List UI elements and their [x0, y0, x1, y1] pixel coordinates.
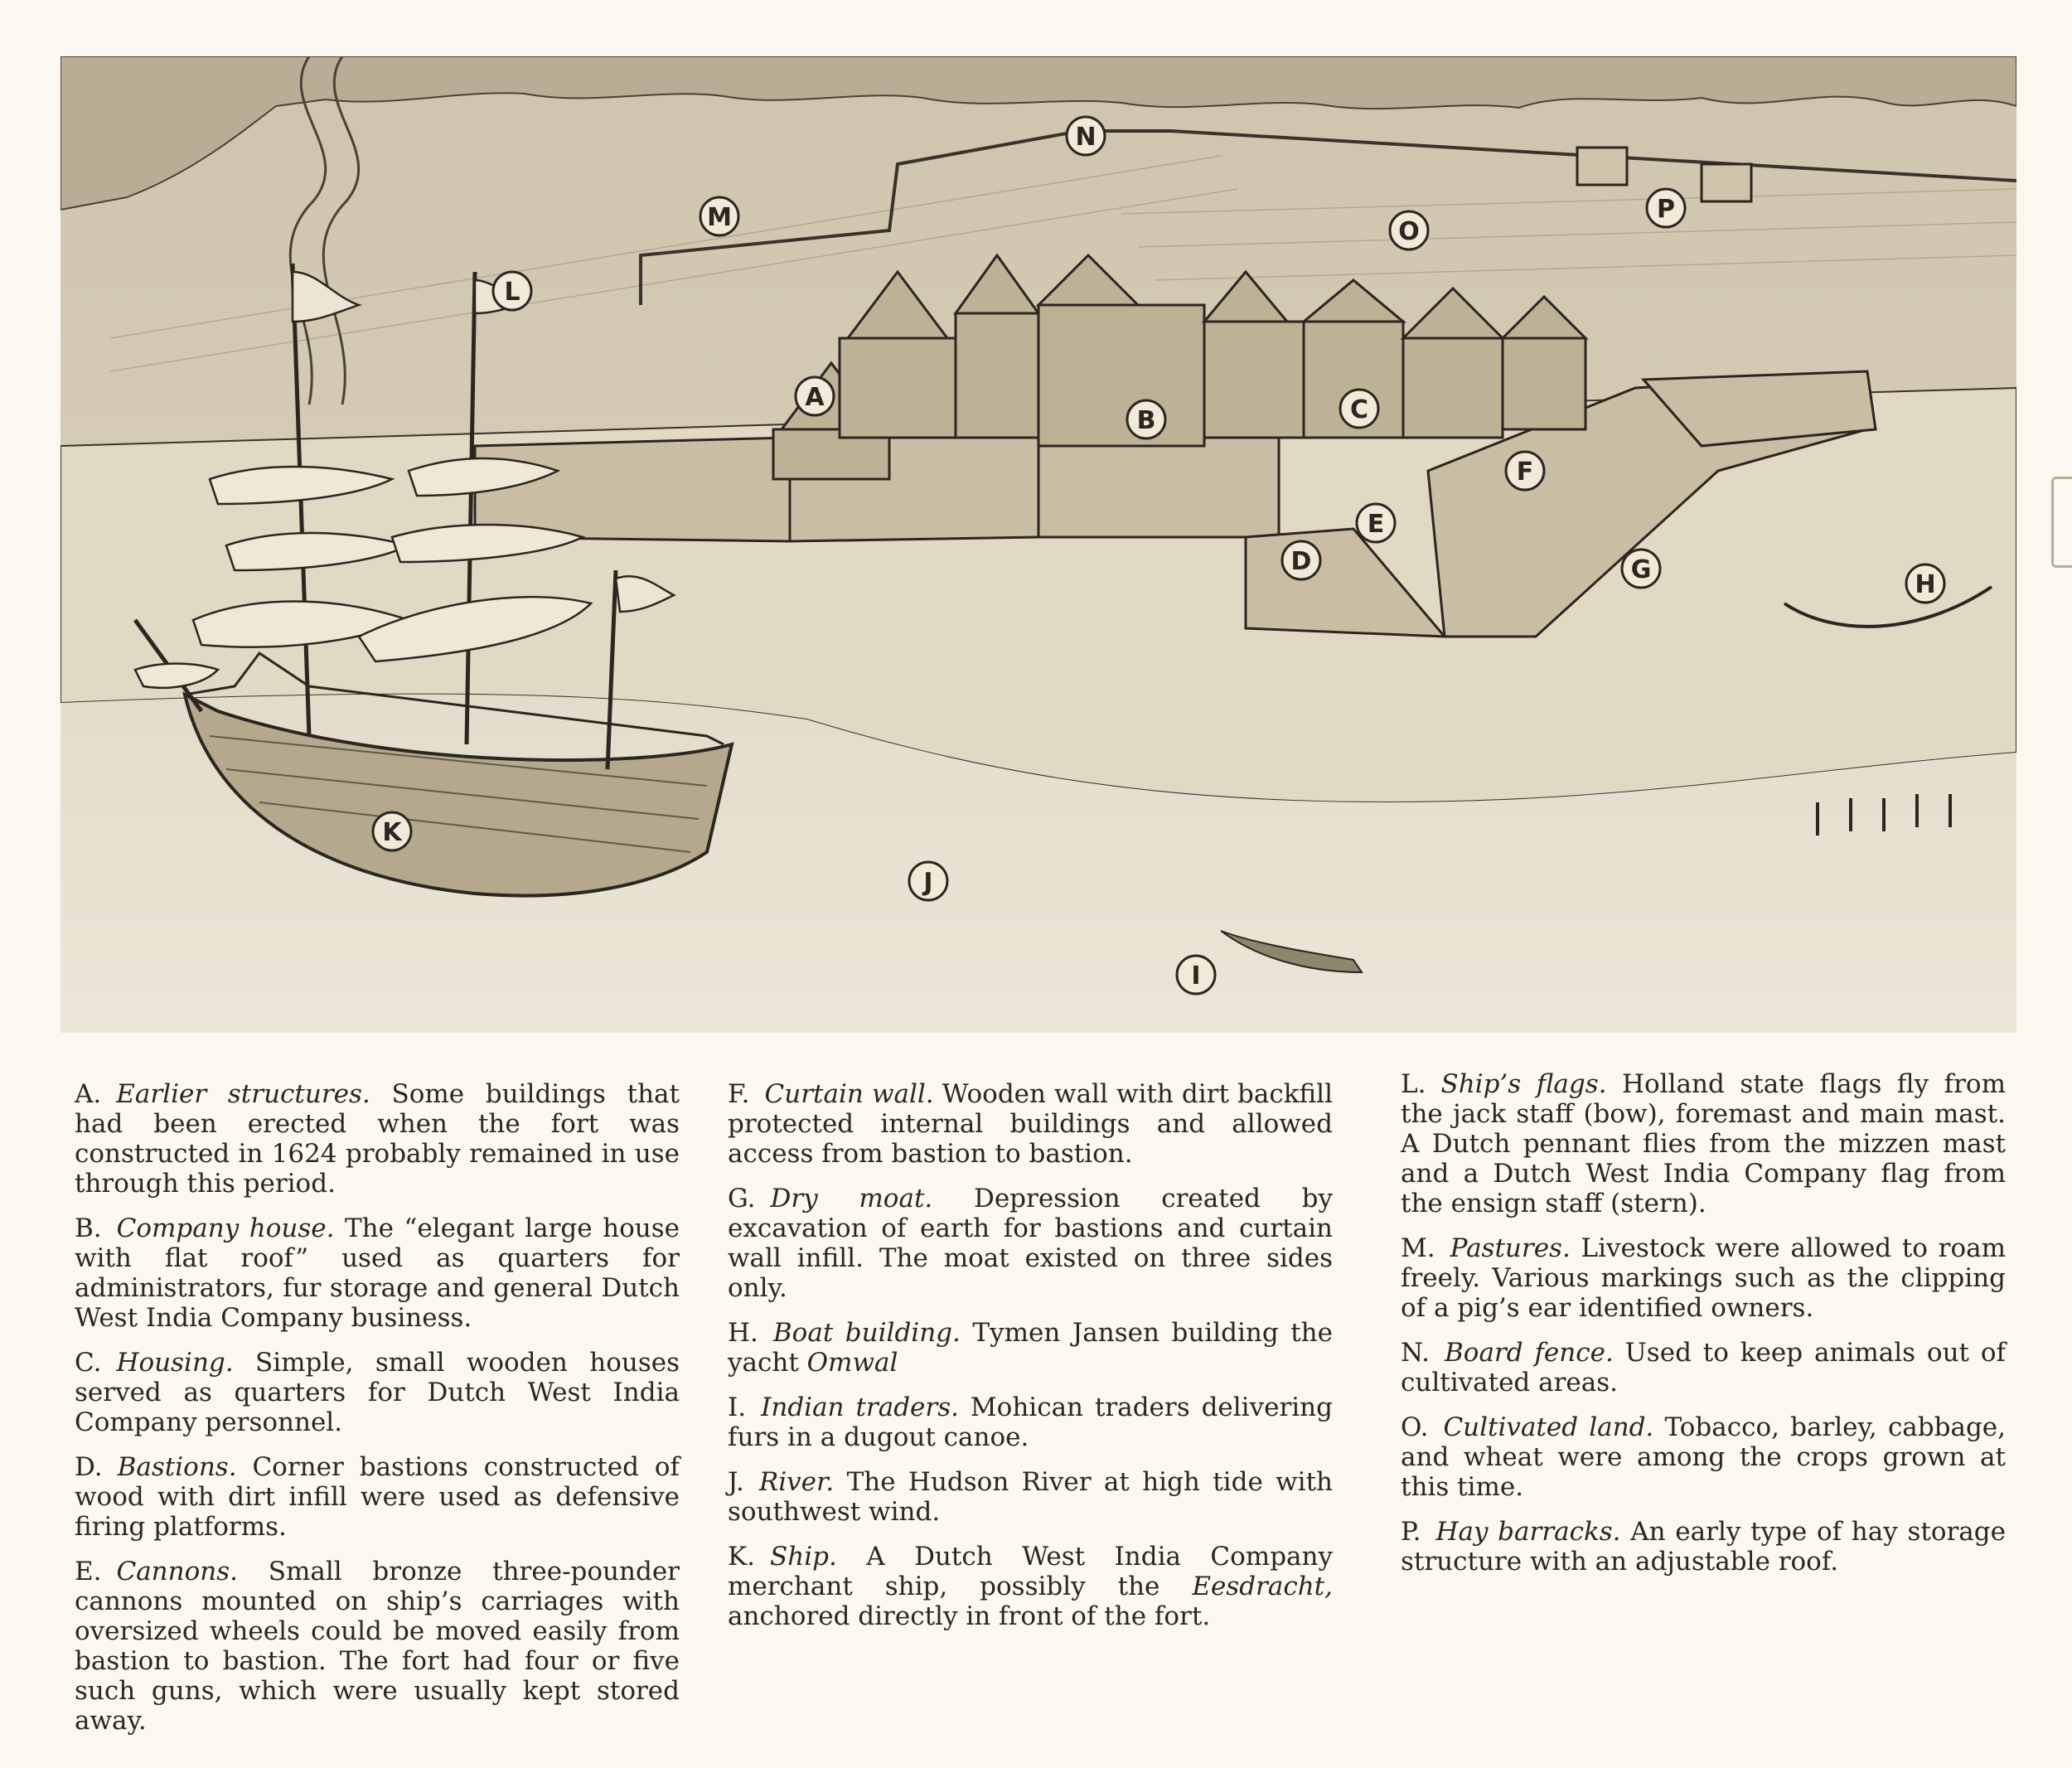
legend-column-3 — [1401, 1069, 2006, 1591]
svg-text:O: O — [1398, 217, 1420, 246]
svg-text:C: C — [1349, 395, 1369, 424]
fort-illustration — [61, 56, 2016, 1033]
marker-a — [796, 377, 834, 415]
svg-text:K: K — [382, 818, 402, 847]
svg-text:M: M — [707, 203, 732, 232]
svg-text:G: G — [1630, 555, 1652, 584]
marker-m — [700, 197, 738, 235]
legend-entry-d: D. Bastions. Corner bastions constructed of wood with dirt infill were used as defensive firing platforms. — [75, 1452, 680, 1542]
legend-entry-m: M. Pastures. Livestock were allowed to roam freely. Various markings such as the clipping of a pig’s ear identified owners. — [1401, 1233, 2006, 1323]
legend-entry-f: F. Curtain wall. Wooden wall with dirt backfill protected internal buildings and allowed access from bastion to bastion. — [728, 1079, 1333, 1169]
legend-entry-k: K. Ship. A Dutch West India Company merchant ship, possibly the Eesdracht, anchored directly in front of the fort. — [728, 1542, 1333, 1631]
svg-text:J: J — [923, 868, 933, 897]
legend-entry-l: L. Ship’s flags. Holland state flags fly from the jack staff (bow), foremast and main mast. A Dutch pennant flies from the mizzen mast and a Dutch West India Company flag from the ensign staff (stern). — [1401, 1069, 2006, 1218]
svg-text:N: N — [1075, 123, 1097, 152]
svg-text:L: L — [504, 278, 520, 307]
marker-d — [1282, 541, 1320, 579]
legend-column-1 — [75, 1079, 680, 1751]
marker-o — [1390, 211, 1428, 249]
legend-entry-b: B. Company house. The “elegant large house with flat roof” used as quarters for administrators, fur storage and general Dutch West India Company business. — [75, 1213, 680, 1333]
svg-text:F: F — [1516, 458, 1534, 487]
marker-i — [1177, 956, 1215, 994]
marker-e — [1357, 504, 1395, 542]
svg-text:A: A — [805, 383, 825, 412]
page-tab-mark — [2051, 477, 2072, 568]
legend-entry-i: I. Indian traders. Mohican traders delivering furs in a dugout canoe. — [728, 1393, 1333, 1452]
marker-h — [1906, 564, 1944, 603]
legend-entry-a: A. Earlier structures. Some buildings that had been erected when the fort was constructed in 1624 probably remained in use through this period. — [75, 1079, 680, 1199]
marker-p — [1647, 189, 1685, 227]
svg-text:I: I — [1191, 962, 1201, 991]
legend-entry-g: G. Dry moat. Depression created by excavation of earth for bastions and curtain wall infill. The moat existed on three sides only. — [728, 1184, 1333, 1303]
svg-text:B: B — [1136, 406, 1156, 435]
marker-n — [1067, 117, 1105, 155]
legend-entry-n: N. Board fence. Used to keep animals out of cultivated areas. — [1401, 1338, 2006, 1397]
marker-c — [1340, 390, 1378, 428]
svg-text:D: D — [1290, 547, 1312, 576]
legend-entry-j: J. River. The Hudson River at high tide with southwest wind. — [728, 1467, 1333, 1527]
svg-text:H: H — [1915, 570, 1936, 599]
legend-entry-o: O. Cultivated land. Tobacco, barley, cabbage, and wheat were among the crops grown at this time. — [1401, 1412, 2006, 1502]
svg-text:E: E — [1367, 510, 1385, 539]
marker-f — [1506, 452, 1544, 490]
legend-entry-h: H. Boat building. Tymen Jansen building the yacht Omwal — [728, 1318, 1333, 1378]
marker-g — [1622, 550, 1660, 588]
marker-j — [909, 862, 947, 900]
marker-l — [493, 272, 531, 310]
legend-column-2 — [728, 1079, 1333, 1646]
marker-b — [1127, 400, 1165, 438]
legend-entry-c: C. Housing. Simple, small wooden houses served as quarters for Dutch West India Company personnel. — [75, 1348, 680, 1437]
legend-entry-e: E. Cannons. Small bronze three-pounder cannons mounted on ship’s carriages with oversized wheels could be moved easily from bastion to bastion. The fort had four or five such guns, which were usually kept stored away. — [75, 1557, 680, 1736]
fort-drawing — [61, 56, 2016, 1033]
legend-entry-p: P. Hay barracks. An early type of hay storage structure with an adjustable roof. — [1401, 1517, 2006, 1577]
marker-k — [373, 812, 411, 850]
svg-text:P: P — [1657, 195, 1675, 224]
